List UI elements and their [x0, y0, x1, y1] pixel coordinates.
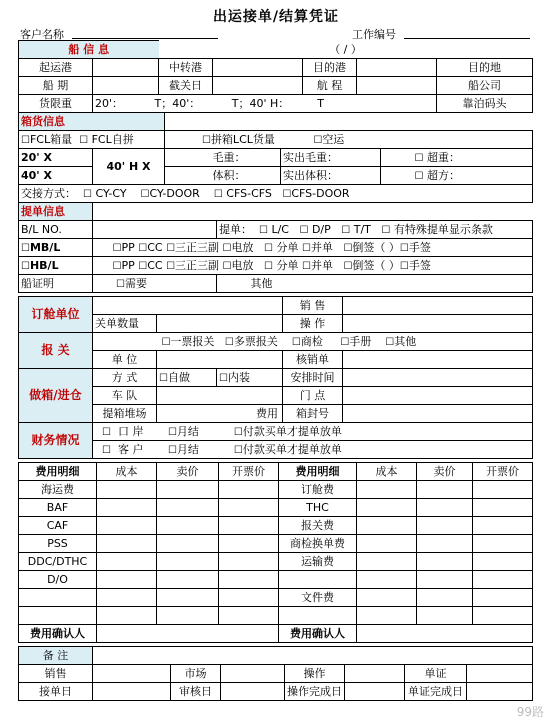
order-date-label: 接单日	[19, 683, 93, 701]
schedule-field[interactable]	[343, 369, 533, 387]
gross-weight-label: 毛重：	[165, 149, 281, 167]
fee-item-left	[19, 607, 97, 625]
fee-row	[19, 589, 533, 607]
section-ship-info: 船 信 息	[19, 41, 159, 59]
actual-volume-label: 实出体积：	[281, 167, 381, 185]
voyage-field[interactable]	[357, 77, 437, 95]
door-point-label: 门 点	[283, 387, 343, 405]
fee-item-left: PSS	[19, 535, 97, 553]
fee-amount-cell[interactable]	[357, 589, 417, 607]
self-load-checkbox[interactable]: ☐ 自做	[157, 369, 217, 387]
inside-load-checkbox[interactable]: ☐ 内装	[217, 369, 283, 387]
fee-amount-cell[interactable]	[97, 481, 157, 499]
finance-customer-row[interactable]: ☐ 客 户 ☐ 月结 ☐ 付款买单才提单放单	[93, 441, 533, 459]
overvolume-checkbox[interactable]: ☐ 超方：	[381, 167, 533, 185]
yard-label: 提箱堆场	[93, 405, 157, 423]
handover-mode[interactable]: 交接方式： ☐ CY-CY ☐ CY-DOOR ☐ CFS-CFS ☐ CFS-DOOR	[19, 185, 533, 203]
bl-info-table	[18, 202, 533, 293]
fee-item-left	[19, 589, 97, 607]
fee-amount-cell[interactable]	[417, 535, 473, 553]
dest-port-field[interactable]	[357, 59, 437, 77]
fee-row	[19, 571, 533, 589]
fleet-field[interactable]	[157, 387, 283, 405]
volume-label: 体积：	[165, 167, 281, 185]
fee-row	[19, 535, 533, 553]
fee-item-left: D/O	[19, 571, 97, 589]
sales-field[interactable]	[343, 297, 533, 315]
fee-amount-cell[interactable]	[219, 607, 279, 625]
fee-item-right: 商检换单费	[279, 535, 357, 553]
fee-header-cell: 费用明细	[19, 463, 97, 481]
fee-amount-cell[interactable]	[157, 607, 219, 625]
fee-amount-cell[interactable]	[357, 607, 417, 625]
fee-amount-cell[interactable]	[157, 517, 219, 535]
fee-amount-cell[interactable]	[157, 589, 219, 607]
op-complete-field[interactable]	[345, 683, 405, 701]
verification-label: 核销单	[283, 351, 343, 369]
review-date-label: 审核日	[171, 683, 221, 701]
fee-amount-cell[interactable]	[157, 481, 219, 499]
fee-amount-cell[interactable]	[357, 517, 417, 535]
booking-unit-label: 订舱单位	[19, 297, 93, 333]
fee-item-left: BAF	[19, 499, 97, 517]
fee-amount-cell[interactable]	[97, 571, 157, 589]
schedule-label: 安排时间	[283, 369, 343, 387]
footer-op-label: 操作	[285, 665, 345, 683]
bl-no-field[interactable]	[93, 221, 217, 239]
fee-header-row	[19, 463, 533, 481]
weight-limit-values[interactable]	[93, 95, 437, 113]
customer-name-field[interactable]	[72, 38, 218, 39]
transit-port-field[interactable]	[213, 59, 303, 77]
fee-item-right: 文件费	[279, 589, 357, 607]
fee-confirm-label-left: 费用确认人	[19, 625, 97, 643]
fee-item-right: 订舱费	[279, 481, 357, 499]
fee-row	[19, 517, 533, 535]
qty-20[interactable]: 20' X	[19, 149, 93, 167]
fee-amount-cell[interactable]	[473, 607, 533, 625]
fee-amount-cell[interactable]	[417, 481, 473, 499]
ship-date-paren: （ / ）	[159, 41, 533, 59]
fee-amount-cell[interactable]	[157, 535, 219, 553]
limit-40h: T；40' H：	[231, 97, 290, 110]
fee-amount-cell[interactable]	[357, 535, 417, 553]
fee-header-cell: 开票价	[219, 463, 279, 481]
fee-amount-cell[interactable]	[473, 589, 533, 607]
fee-amount-cell[interactable]	[219, 481, 279, 499]
footer-doc-label: 单证	[405, 665, 467, 683]
customs-options[interactable]: ☐ 一票报关 ☐ 多票报关 ☐ 商检 ☐ 手册 ☐ 其他	[93, 333, 533, 351]
fee-header-cell: 费用明细	[279, 463, 357, 481]
fee-row	[19, 499, 533, 517]
fcl-count-checkbox[interactable]: ☐ FCL箱量 ☐ FCL自拼	[19, 131, 165, 149]
doc-complete-field[interactable]	[467, 683, 533, 701]
fee-row	[19, 553, 533, 571]
fee-amount-cell[interactable]	[417, 589, 473, 607]
seal-field[interactable]	[343, 405, 533, 423]
fee-header-cell: 开票价	[473, 463, 533, 481]
carrier-label: 船公司	[437, 77, 533, 95]
review-date-field[interactable]	[221, 683, 285, 701]
fee-amount-cell[interactable]	[157, 553, 219, 571]
form-title: 出运接单/结算凭证	[212, 9, 340, 25]
voyage-label: 航 程	[303, 77, 357, 95]
fee-amount-cell[interactable]	[97, 499, 157, 517]
limit-20: 20'：	[95, 97, 124, 110]
fee-amount-cell[interactable]	[417, 517, 473, 535]
fleet-label: 车 队	[93, 387, 157, 405]
finance-port-row[interactable]: ☐ 口 岸 ☐ 月结 ☐ 付款买单才提单放单	[93, 423, 533, 441]
fee-header-cell: 成本	[357, 463, 417, 481]
mbl-checkbox[interactable]: ☐ MB/L	[19, 239, 93, 257]
qty-40[interactable]: 40' X	[19, 167, 93, 185]
fee-amount-cell[interactable]	[219, 517, 279, 535]
overweight-checkbox[interactable]: ☐ 超重：	[381, 149, 533, 167]
fee-item-right: THC	[279, 499, 357, 517]
fee-amount-cell[interactable]	[417, 499, 473, 517]
fee-amount-cell[interactable]	[473, 571, 533, 589]
lcl-checkbox[interactable]: ☐ 拼箱LCL货量 ☐ 空运	[165, 131, 533, 149]
fee-header-cell: 卖价	[417, 463, 473, 481]
limit-40: T；40'：	[154, 97, 201, 110]
doc-qty-field[interactable]	[157, 315, 283, 333]
footer-op-field[interactable]	[345, 665, 405, 683]
limit-unit: T	[317, 97, 324, 110]
footer-sales-field[interactable]	[93, 665, 171, 683]
fee-item-left: 海运费	[19, 481, 97, 499]
hbl-options[interactable]: ☐ PP ☐ CC ☐ 三正三副 ☐ 电放 ☐ 分单 ☐ 并单 ☐ 倒签（ ）☐ 手签	[93, 257, 533, 275]
fee-amount-cell[interactable]	[97, 607, 157, 625]
fee-confirm-field-left[interactable]	[97, 625, 279, 643]
box-info-table	[18, 112, 533, 203]
fee-amount-cell[interactable]	[473, 553, 533, 571]
ship-cert-checkbox[interactable]: ☐ 需要	[93, 275, 217, 293]
origin-port-field[interactable]	[93, 59, 159, 77]
remark-label: 备 注	[19, 647, 93, 665]
section-bl-info: 提单信息	[19, 203, 93, 221]
fee-item-right: 报关费	[279, 517, 357, 535]
sail-date-label: 船 期	[19, 77, 93, 95]
fee-row	[19, 481, 533, 499]
customs-unit-label: 单 位	[93, 351, 157, 369]
destination-label: 目的地	[437, 59, 533, 77]
fee-amount-cell[interactable]	[97, 589, 157, 607]
footer-doc-field[interactable]	[467, 665, 533, 683]
section-box-info: 箱货信息	[19, 113, 165, 131]
weight-limit-label: 货限重	[19, 95, 93, 113]
fee-amount-cell[interactable]	[157, 571, 219, 589]
fee-table	[18, 462, 533, 643]
fee-amount-cell[interactable]	[473, 517, 533, 535]
actual-gross-label: 实出毛重：	[281, 149, 381, 167]
job-number-field[interactable]	[404, 38, 530, 39]
fee-amount-cell[interactable]	[357, 481, 417, 499]
customs-label: 报 关	[19, 333, 93, 369]
fee-header-cell: 卖价	[157, 463, 219, 481]
origin-port-label: 起运港	[19, 59, 93, 77]
fee-amount-cell[interactable]	[97, 517, 157, 535]
fee-item-left: CAF	[19, 517, 97, 535]
loading-label: 做箱/进仓	[19, 369, 93, 423]
fee-amount-cell[interactable]	[97, 553, 157, 571]
ship-cert-other[interactable]: 其他	[217, 275, 533, 293]
fee-amount-cell[interactable]	[357, 571, 417, 589]
customer-name-label: 客户名称	[20, 28, 64, 41]
operator-label: 操 作	[283, 315, 343, 333]
fee-confirm-field-right[interactable]	[357, 625, 533, 643]
fee-confirm-row	[19, 625, 533, 643]
dest-port-label: 目的港	[303, 59, 357, 77]
operator-field[interactable]	[343, 315, 533, 333]
fee-amount-cell[interactable]	[417, 553, 473, 571]
fee-header-cell: 成本	[97, 463, 157, 481]
fee-amount-cell[interactable]	[219, 535, 279, 553]
door-point-field[interactable]	[343, 387, 533, 405]
bl-no-label: B/L NO.	[19, 221, 93, 239]
fee-amount-cell[interactable]	[157, 499, 219, 517]
fee-amount-cell[interactable]	[417, 571, 473, 589]
fee-amount-cell[interactable]	[473, 499, 533, 517]
fee-amount-cell[interactable]	[357, 553, 417, 571]
customs-unit-field[interactable]	[157, 351, 283, 369]
fee-amount-cell[interactable]	[473, 535, 533, 553]
mbl-options[interactable]: ☐ PP ☐ CC ☐ 三正三副 ☐ 电放 ☐ 分单 ☐ 并单 ☐ 倒签（ ）☐ 手签	[93, 239, 533, 257]
fee-item-left: DDC/DTHC	[19, 553, 97, 571]
footer-sales-label: 销售	[19, 665, 93, 683]
seal-label: 箱封号	[283, 405, 343, 423]
verification-field[interactable]	[343, 351, 533, 369]
fee-amount-cell[interactable]	[97, 535, 157, 553]
remark-field[interactable]	[93, 647, 533, 665]
footer-market-label: 市场	[171, 665, 221, 683]
cutoff-field[interactable]	[213, 77, 303, 95]
mode-label: 方 式	[93, 369, 157, 387]
finance-label: 财务情况	[19, 423, 93, 459]
booking-unit-field[interactable]	[93, 297, 283, 315]
sail-date-field[interactable]	[93, 77, 159, 95]
berth-label: 靠泊码头	[437, 95, 533, 113]
fee-amount-cell[interactable]	[417, 607, 473, 625]
doc-complete-label: 单证完成日	[405, 683, 467, 701]
watermark: 99路	[516, 705, 544, 719]
fee-amount-cell[interactable]	[219, 499, 279, 517]
order-date-field[interactable]	[93, 683, 171, 701]
fee-label: 费用	[157, 405, 283, 423]
footer-market-field[interactable]	[221, 665, 285, 683]
fee-amount-cell[interactable]	[219, 589, 279, 607]
fee-amount-cell[interactable]	[219, 571, 279, 589]
doc-qty-label: 关单数量	[93, 315, 157, 333]
fee-row	[19, 607, 533, 625]
ship-cert-label: 船证明	[19, 275, 93, 293]
fee-amount-cell[interactable]	[473, 481, 533, 499]
ship-info-table	[18, 40, 533, 113]
job-number-label: 工作编号	[352, 28, 396, 41]
hbl-checkbox[interactable]: ☐ HB/L	[19, 257, 93, 275]
op-complete-label: 操作完成日	[285, 683, 345, 701]
fee-amount-cell[interactable]	[219, 553, 279, 571]
transit-port-label: 中转港	[159, 59, 213, 77]
fee-item-right	[279, 571, 357, 589]
fee-amount-cell[interactable]	[357, 499, 417, 517]
footer-table	[18, 646, 533, 701]
qty-40h[interactable]: 40' H X	[93, 149, 165, 185]
fee-item-right: 运输费	[279, 553, 357, 571]
operations-table	[18, 296, 533, 459]
bl-terms[interactable]: 提单： ☐ L/C ☐ D/P ☐ T/T ☐ 有特殊提单显示条款	[217, 221, 533, 239]
fee-confirm-label-right: 费用确认人	[279, 625, 357, 643]
sales-label: 销 售	[283, 297, 343, 315]
cutoff-label: 截关日	[159, 77, 213, 95]
fee-item-right	[279, 607, 357, 625]
